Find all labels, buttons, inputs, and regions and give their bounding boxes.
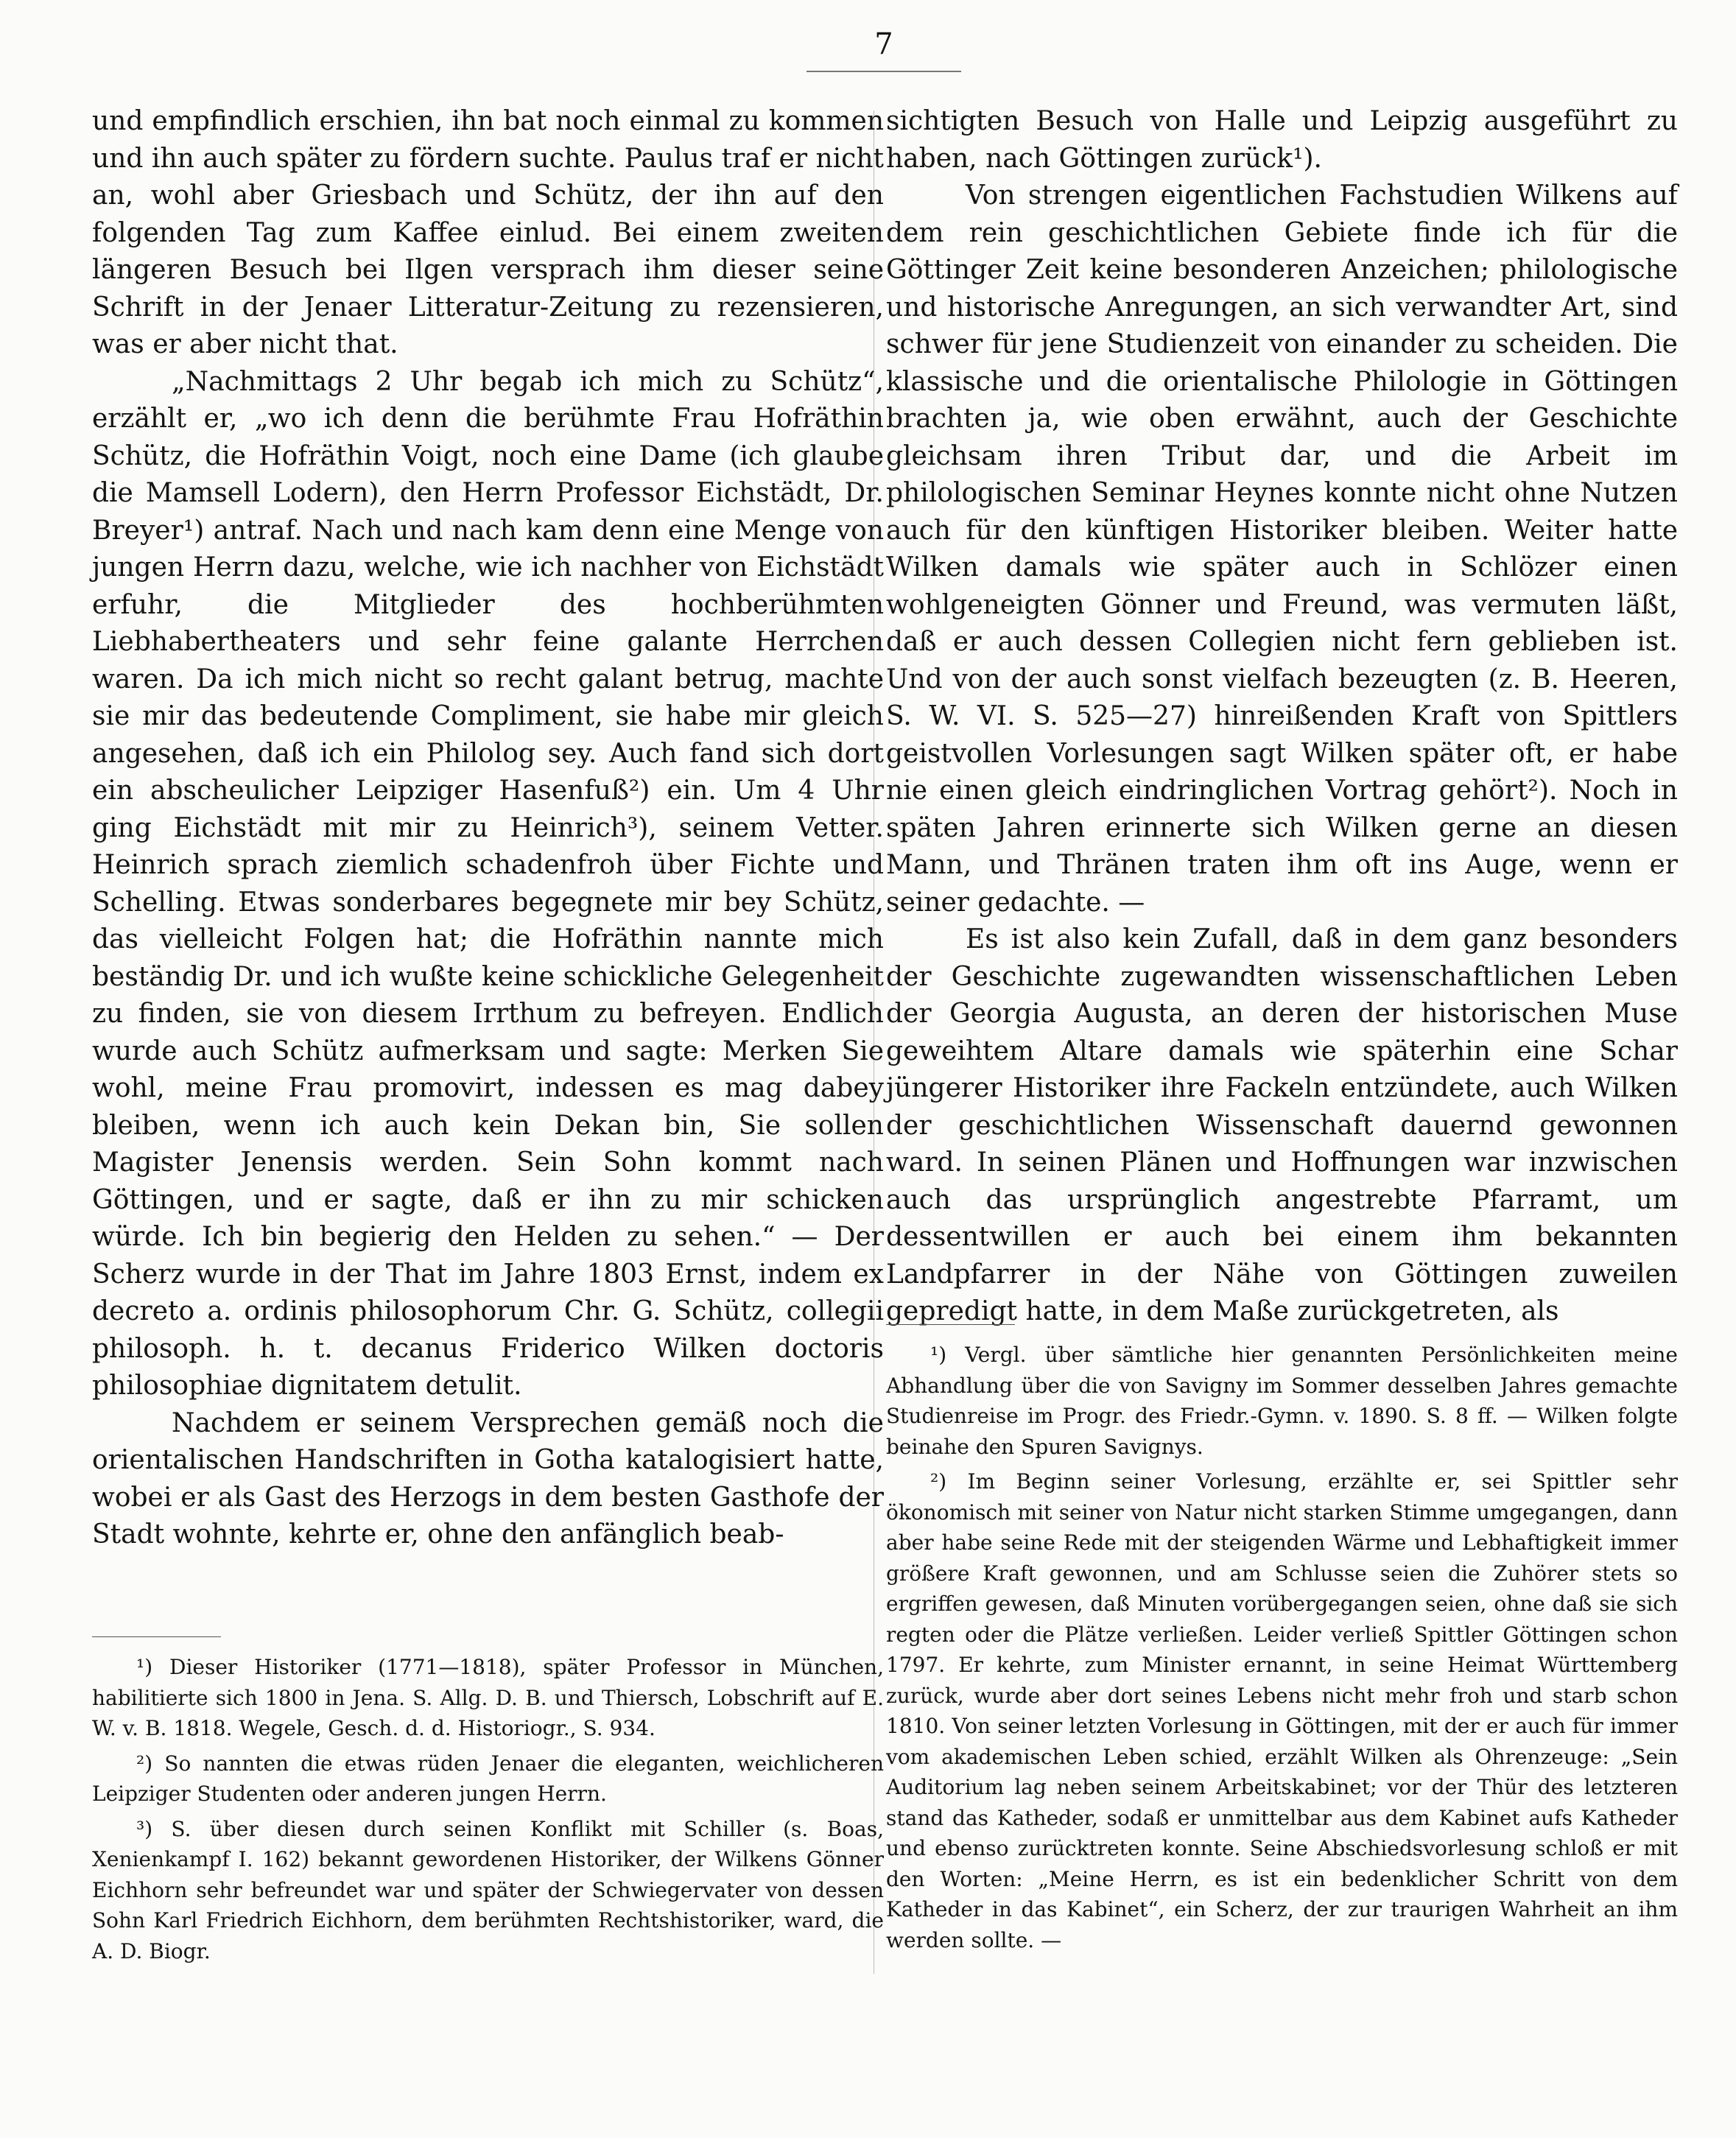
right-column [886, 103, 1678, 1331]
page-number: 7 [874, 27, 893, 61]
left-footnotes [92, 1636, 884, 1971]
footnote: ³) S. über diesen durch seinen Konflikt mit Schiller (s. Boas, Xenienkampf I. 162) bekannt gewordenen Historiker, der Wilkens Gönner Eichhorn sehr befreundet war und später der Schwiegervater von dessen Sohn Karl Friedrich Eichhorn, dem berühmten Rechtshistoriker, ward, die A. D. Biogr. [92, 1816, 884, 1963]
footnote: ¹) Dieser Historiker (1771—1818), später Professor in München, habilitierte sich 1800 in Jena. S. Allg. D. B. und Thiersch, Lobschrift auf E. W. v. B. 1818. Wegele, Gesch. d. d. Historiogr., S. 934. [92, 1655, 884, 1740]
paragraph: Nachdem er seinem Versprechen gemäß noch die orientalischen Handschriften in Gotha katalogisiert hatte, wobei er als Gast des Herzogs in dem besten Gasthofe der Stadt wohnte, kehrte er, ohne den anfänglich beab- [92, 1407, 884, 1550]
right-footnotes [886, 1324, 1678, 1960]
paragraph: Es ist also kein Zufall, daß in dem ganz besonders der Geschichte zugewandten wissenschaftlichen Leben der Georgia Augusta, an deren der historischen Muse geweihtem Altare damals wie späterhin eine Schar jüngerer Historiker ihre Fackeln entzündete, auch Wilken der geschichtlichen Wissenschaft dauernd gewonnen ward. In seinen Plänen und Hoffnungen war inzwischen auch das ursprünglich angestrebte Pfarramt, um dessentwillen er auch bei einem ihm bekannten Landpfarrer in der Nähe von Göttingen zuweilen gepredigt hatte, in dem Maße zurückgetreten, als [886, 924, 1678, 1326]
paragraph: Von strengen eigentlichen Fachstudien Wilkens auf dem rein geschichtlichen Gebiete finde ich für die Göttinger Zeit keine besonderen Anzeichen; philologische und historische Anregungen, an sich verwandter Art, sind schwer für jene Studienzeit von einander zu scheiden. Die klassische und die orientalische Philologie in Göttingen brachten ja, wie oben erwähnt, auch der Geschichte gleichsam ihren Tribut dar, und die Arbeit im philologischen Seminar Heynes konnte nicht ohne Nutzen auch für den künftigen Historiker bleiben. Weiter hatte Wilken damals wie später auch in Schlözer einen wohlgeneigten Gönner und Freund, was vermuten läßt, daß er auch dessen Collegien nicht fern geblieben ist. Und von der auch sonst vielfach bezeugten (z. B. Heeren, S. W. VI. S. 525—27) hinreißenden Kraft von Spittlers geistvollen Vorlesungen sagt Wilken später oft, er habe nie einen gleich eindringlichen Vortrag gehört²). Noch in späten Jahren erinnerte sich Wilken gerne an diesen Mann, und Thränen traten ihm oft ins Auge, wenn er seiner gedachte. — [886, 180, 1678, 918]
footnote: ²) So nannten die etwas rüden Jenaer die eleganten, weichlicheren Leipziger Studenten oder anderen jungen Herrn. [92, 1751, 884, 1806]
footnote: ¹) Vergl. über sämtliche hier genannten Persönlichkeiten meine Abhandlung über die von Savigny im Sommer desselben Jahres gemachte Studienreise im Progr. des Friedr.-Gymn. v. 1890. S. 8 ff. — Wilken folgte beinahe den Spuren Savignys. [886, 1343, 1678, 1459]
paragraph: sichtigten Besuch von Halle und Leipzig ausgeführt zu haben, nach Göttingen zurück¹). [886, 106, 1678, 174]
left-column [92, 103, 884, 1554]
footnote-rule [886, 1324, 1015, 1325]
footnote: ²) Im Beginn seiner Vorlesung, erzählte er, sei Spittler sehr ökonomisch mit seiner von Natur nicht starken Stimme umgegangen, dann aber habe seine Rede mit der steigenden Wärme und Lebhaftigkeit immer größere Kraft gewonnen, und am Schlusse seien die Zuhörer stets so ergriffen gewesen, daß Minuten vorübergegangen seien, ohne daß sie sich regten oder die Plätze verließen. Leider verließ Spittler Göttingen schon 1797. Er kehrte, zum Minister ernannt, in seine Heimat Württemberg zurück, wurde aber dort seines Lebens nicht mehr froh und starb schon 1810. Von seiner letzten Vorlesung in Göttingen, mit der er auch für immer vom akademischen Leben schied, erzählt Wilken als Ohrenzeuge: „Sein Auditorium lag neben seinem Arbeitskabinet; vor der Thür des letzteren stand das Katheder, sodaß er unmittelbar aus dem Kabinet aufs Katheder und ebenso zurücktreten konnte. Seine Abschiedsvorlesung schloß er mit den Worten: „Meine Herrn, es ist ein bedenklicher Schritt von dem Katheder in das Kabinet“, ein Scherz, der zur traurigen Wahrheit an ihm werden sollte. — [886, 1469, 1678, 1952]
header-rule [806, 71, 961, 72]
paragraph: „Nachmittags 2 Uhr begab ich mich zu Schütz“, erzählt er, „wo ich denn die berühmte Frau Hofräthin Schütz, die Hofräthin Voigt, noch eine Dame (ich glaube die Mamsell Lodern), den Herrn Professor Eichstädt, Dr. Breyer¹) antraf. Nach und nach kam denn eine Menge von jungen Herrn dazu, welche, wie ich nachher von Eichstädt erfuhr, die Mitglieder des hochberühmten Liebhabertheaters und sehr feine galante Herrchen waren. Da ich mich nicht so recht galant betrug, machte sie mir das bedeutende Compliment, sie habe mir gleich angesehen, daß ich ein Philolog sey. Auch fand sich dort ein abscheulicher Leipziger Hasenfuß²) ein. Um 4 Uhr ging Eichstädt mit mir zu Heinrich³), seinem Vetter. Heinrich sprach ziemlich schadenfroh über Fichte und Schelling. Etwas sonderbares begegnete mir bey Schütz, das vielleicht Folgen hat; die Hofräthin nannte mich beständig Dr. und ich wußte keine schickliche Gelegenheit zu finden, sie von diesem Irrthum zu befreyen. Endlich wurde auch Schütz aufmerksam und sagte: Merken Sie wohl, meine Frau promovirt, indessen es mag dabey bleiben, wenn ich auch kein Dekan bin, Sie sollen Magister Jenensis werden. Sein Sohn kommt nach Göttingen, und er sagte, daß er ihn zu mir schicken würde. Ich bin begierig den Helden zu sehen.“ — Der Scherz wurde in der That im Jahre 1803 Ernst, indem ex decreto a. ordinis philosophorum Chr. G. Schütz, collegii philosoph. h. t. decanus Friderico Wilken doctoris philosophiae dignitatem detulit. [92, 366, 884, 1401]
footnote-rule [92, 1636, 221, 1637]
paragraph: und empfindlich erschien, ihn bat noch einmal zu kommen und ihn auch später zu fördern suchte. Paulus traf er nicht an, wohl aber Griesbach und Schütz, der ihn auf den folgenden Tag zum Kaffee einlud. Bei einem zweiten längeren Besuch bei Ilgen versprach ihm dieser seine Schrift in der Jenaer Litteratur-Zeitung zu rezensieren, was er aber nicht that. [92, 106, 884, 359]
